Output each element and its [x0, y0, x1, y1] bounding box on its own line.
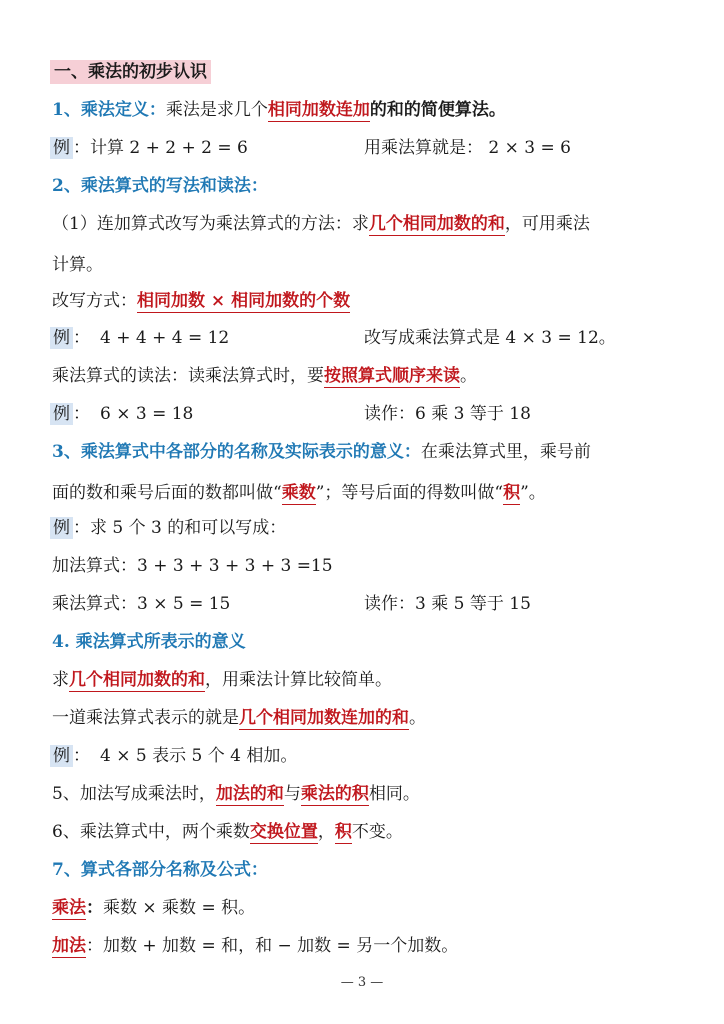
example-2-left: 4 + 4 + 4 = 12: [100, 328, 230, 348]
point-5-c: 相同。: [368, 784, 420, 804]
example-colon: ：: [73, 404, 90, 424]
method-key: 几个相同加数的和: [368, 214, 505, 234]
point-6-a: 6、乘法算式中，两个乘数: [52, 822, 250, 842]
meaning-heading: [52, 630, 246, 654]
method-line: [52, 212, 590, 236]
example-label: 例: [50, 403, 73, 425]
point-6-key-1: 交换位置: [249, 822, 318, 842]
definition-line: [52, 98, 506, 122]
reading-line: [52, 364, 477, 388]
definition-heading: 1、乘法定义: [52, 100, 149, 120]
addition-expression-text: 加法算式：3 + 3 + 3 + 3 + 3 =15: [52, 556, 333, 576]
point-5-b: 与: [283, 784, 301, 804]
names-line-2: [52, 481, 546, 505]
meaning-line-1-b: ，用乘法计算比较简单。: [205, 670, 392, 690]
meaning-line-1-key: 几个相同加数的和: [69, 670, 205, 690]
example-colon: ：: [73, 328, 90, 348]
names-heading: 3、乘法算式中各部分的名称及实际表示的意义：: [52, 442, 421, 462]
formula-addition-text: 加数 + 加数 = 和，和 − 加数 = 另一个加数。: [103, 936, 459, 956]
formula-heading-text: 7、算式各部分名称及公式：: [52, 860, 268, 880]
multiplication-expression: [52, 592, 672, 616]
example-5-text: 4 × 5 表示 5 个 4 相加。: [100, 746, 298, 766]
example-3-left: 6 × 3 = 18: [100, 404, 194, 424]
example-colon: ：: [73, 138, 90, 158]
example-4: [52, 516, 286, 540]
point-6-key-2: 积: [334, 822, 352, 842]
meaning-line-2-key: 几个相同加数连加的和: [239, 708, 409, 728]
names-text-3: ”；等号后面的得数叫做“: [315, 483, 504, 503]
rewrite-line: [52, 289, 350, 313]
reading-text-2: 。: [460, 366, 477, 386]
multiplication-expression-right: 读作：3 乘 5 等于 15: [364, 594, 531, 614]
section-title-text: 一、乘法的初步认识: [50, 60, 211, 84]
example-2: [52, 326, 672, 350]
example-colon: ：: [73, 518, 90, 538]
write-read-heading-text: 2、乘法算式的写法和读法：: [52, 176, 268, 196]
factor-term: 乘数: [281, 483, 316, 503]
point-5: [52, 782, 420, 806]
names-text-2: 面的数和乘号后面的数都叫做“: [52, 483, 282, 503]
point-5-key-2: 乘法的积: [300, 784, 369, 804]
formula-multiplication-colon: ：: [86, 898, 103, 918]
page-number: — 3 —: [340, 975, 384, 990]
rewrite-label: 改写方式：: [52, 291, 137, 311]
definition-text-1: 乘法是求几个: [165, 100, 268, 120]
example-5: [52, 744, 297, 768]
method-text-3: 计算。: [52, 255, 103, 275]
example-label: 例: [50, 745, 73, 767]
example-1-left: 计算 2 + 2 + 2 = 6: [90, 138, 248, 158]
reading-text-1: 乘法算式的读法：读乘法算式时，要: [52, 366, 324, 386]
meaning-line-2-a: 一道乘法算式表示的就是: [52, 708, 239, 728]
point-6-b: ，: [317, 822, 335, 842]
point-6: [52, 820, 403, 844]
example-2-right: 改写成乘法算式是 4 × 3 = 12。: [364, 328, 616, 348]
method-text-2: ，可用乘法: [504, 214, 590, 234]
point-5-a: 5、加法写成乘法时，: [52, 784, 216, 804]
method-line-2: [52, 253, 103, 277]
product-term: 积: [503, 483, 521, 503]
section-title: [52, 60, 211, 84]
formula-addition-label: 加法: [52, 936, 86, 956]
rewrite-key: 相同加数 × 相同加数的个数: [137, 291, 351, 311]
example-4-text: 求 5 个 3 的和可以写成：: [90, 518, 287, 538]
example-label: 例: [50, 137, 73, 159]
names-text-4: ”。: [520, 483, 546, 503]
meaning-heading-text: 4. 乘法算式所表示的意义: [52, 632, 246, 652]
definition-key: 相同加数连加: [267, 100, 370, 120]
reading-key: 按照算式顺序来读: [324, 366, 460, 386]
multiplication-expression-left: 乘法算式：3 × 5 = 15: [52, 594, 231, 614]
names-text-1: 在乘法算式里，乘号前: [420, 442, 591, 462]
example-label: 例: [50, 517, 73, 539]
formula-addition-colon: ：: [86, 936, 103, 956]
meaning-line-2-b: 。: [409, 708, 426, 728]
example-3: [52, 402, 672, 426]
meaning-line-1-a: 求: [52, 670, 69, 690]
formula-heading: [52, 858, 268, 882]
point-5-key-1: 加法的和: [215, 784, 284, 804]
formula-multiplication-text: 乘数 × 乘数 = 积。: [103, 898, 256, 918]
write-read-heading: [52, 174, 268, 198]
names-line: [52, 440, 591, 464]
meaning-line-2: [52, 706, 426, 730]
example-3-right: 读作：6 乘 3 等于 18: [364, 404, 531, 424]
meaning-line-1: [52, 668, 392, 692]
example-1: [52, 136, 672, 160]
example-label: 例: [50, 327, 73, 349]
formula-addition: [52, 934, 458, 958]
example-colon: ：: [73, 746, 90, 766]
method-text-1: （1）连加算式改写为乘法算式的方法：求: [52, 214, 369, 234]
definition-text-2: 的和的简便算法。: [369, 100, 506, 120]
point-6-c: 不变。: [351, 822, 403, 842]
formula-multiplication-label: 乘法: [52, 898, 86, 918]
example-1-right: 用乘法算就是： 2 × 3 = 6: [364, 138, 571, 158]
formula-multiplication: [52, 896, 255, 920]
definition-colon: ：: [148, 100, 166, 120]
addition-expression: [52, 554, 333, 578]
